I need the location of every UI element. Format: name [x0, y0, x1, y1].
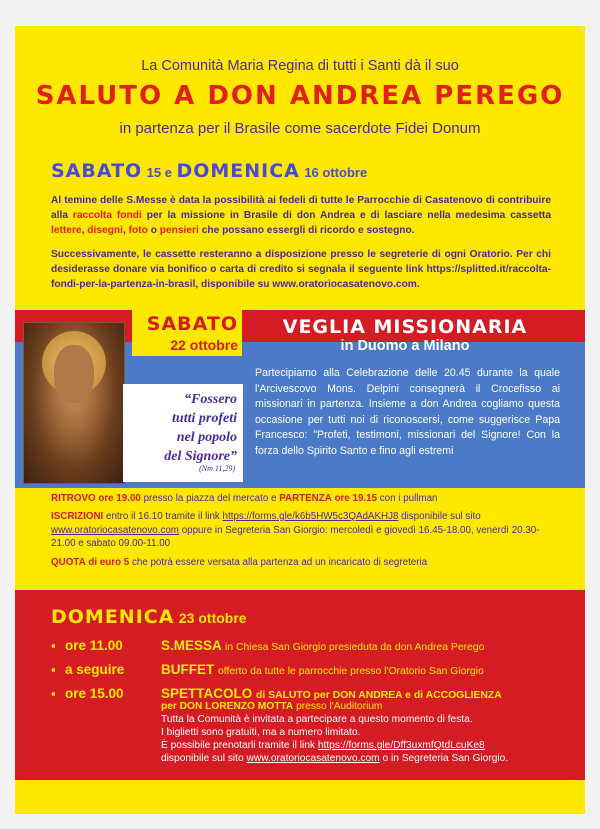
ritrovo-time: ore 19.00 [98, 493, 141, 504]
row-event: SPETTACOLO [161, 686, 253, 701]
prenotazione-link[interactable]: https://forms.gle/Dff3uxmfQtdLcuKe8 [317, 740, 485, 751]
quote-line-1: “Fossero [184, 392, 237, 407]
oratorio-site-link[interactable]: www.oratoriocasatenovo.com [51, 524, 179, 536]
flyer-page [15, 26, 585, 814]
spettacolo-guest: per DON LORENZO MOTTA [161, 701, 294, 712]
sabato-box [132, 310, 242, 356]
row-desc: in Chiesa San Giorgio presieduta da don Andrea Perego [225, 642, 485, 653]
sabato-label: SABATO [51, 160, 143, 182]
row-event: BUFFET [161, 662, 215, 677]
iscrizioni-block [51, 510, 561, 551]
iscrizioni-text-c: oppure in Segreteria San Giorgio: mercoledì e giovedì 16.45-18.00, venerdì 20.30-21.00 e sabato 09.00-11.00 [51, 524, 540, 549]
header-intro: La Comunità Maria Regina di tutti i Santi dà il suo [141, 58, 459, 74]
domenica-date [51, 606, 247, 628]
p1-foto: foto [128, 225, 148, 236]
spettacolo-venue: presso l'Auditorium [296, 701, 383, 712]
domenica-day: 23 ottobre [178, 610, 247, 626]
footer-yellow-band [15, 780, 585, 814]
face-shape [54, 345, 94, 403]
p1-lettere: lettere [51, 225, 82, 236]
ritrovo-label: RITROVO [51, 493, 96, 504]
bullet-icon: ▪ [51, 638, 56, 653]
partenza-text: con i pullman [379, 493, 438, 504]
partenza-time: ore 19.15 [334, 493, 378, 504]
p1-text-b: per la missione in Brasile di don Andrea e di lasciare nella medesima cassetta [146, 210, 551, 221]
header-subtitle: in partenza per il Brasile come sacerdote Fidei Donum [119, 120, 481, 137]
row-desc: di SALUTO per DON ANDREA e di ACCOGLIENZA [256, 690, 502, 701]
quote-line-3: nel popolo [176, 430, 237, 445]
quota-label: QUOTA [51, 557, 86, 568]
page-title: SALUTO A DON ANDREA PEREGO [35, 81, 565, 111]
spettacolo-line-1: Tutta la Comunità è invitata a partecipare a questo momento di festa. [161, 714, 473, 725]
p1-comma-1: , [81, 225, 85, 236]
quota-amount: di euro 5 [88, 557, 130, 568]
iscrizioni-label: ISCRIZIONI [51, 511, 104, 522]
p1-text-a: Al temine delle S.Messe è data la possibilità ai fedeli di tutte le Parrocchie di Casatenovo di contribuire alla [51, 195, 551, 221]
oratorio-site-link-2[interactable]: www.oratoriocasatenovo.com [246, 753, 380, 764]
domenica-label-2: DOMENICA [51, 606, 175, 628]
christ-mosaic-image [23, 322, 125, 484]
p1-comma-2: , [122, 225, 126, 236]
p1-disegni: disegni [87, 225, 123, 236]
row-event: S.MESSA [161, 638, 222, 653]
p1-text-f: che possano essergli di ricordo e sostegno. [201, 225, 415, 236]
quote-reference: (Nm 11,29) [199, 464, 235, 473]
ritrovo-text: presso la piazza del mercato e [143, 493, 277, 504]
spettacolo-details [161, 700, 561, 765]
weekend-date [51, 160, 367, 182]
bullet-icon: ▪ [51, 686, 56, 701]
p1-pensieri: pensieri [159, 225, 199, 236]
spettacolo-line-4b: o in Segreteria San Giorgio. [382, 753, 509, 764]
veglia-sabato: SABATO [146, 313, 238, 335]
iscrizioni-text-a: entro il 16.10 tramite il link [106, 511, 220, 522]
raccolta-paragraph [51, 193, 551, 238]
veglia-title: VEGLIA MISSIONARIA [282, 316, 528, 338]
iscrizioni-text-b: disponibile sul sito [401, 511, 481, 522]
partenza-label: PARTENZA [279, 493, 332, 504]
bible-quote [123, 390, 237, 466]
veglia-subtitle: in Duomo a Milano [340, 338, 470, 354]
spettacolo-line-2: I biglietti sono gratuiti, ma a numero limitato. [161, 727, 361, 738]
domenica-label: DOMENICA [176, 160, 300, 182]
p1-o: o [150, 225, 157, 236]
quota-line [51, 556, 561, 570]
row-desc: offerto da tutte le parrocchie presso l'Oratorio San Giorgio [218, 666, 484, 677]
row-time: a seguire [65, 662, 125, 677]
row-time: ore 11.00 [65, 638, 123, 653]
spettacolo-line-4: disponibile sul sito [161, 753, 244, 764]
quote-line-4: del Signore” [164, 449, 237, 464]
day-15: 15 e [146, 165, 172, 180]
veglia-date: 22 ottobre [170, 337, 238, 353]
row-time: ore 15.00 [65, 686, 124, 701]
quota-text: che potrà essere versata alla partenza ad un incaricato di segreteria [131, 557, 428, 568]
day-16: 16 ottobre [304, 165, 368, 180]
ritrovo-line [51, 492, 561, 506]
quote-box [123, 384, 243, 482]
p1-raccolta: raccolta fondi [72, 210, 142, 221]
veglia-description: Partecipiamo alla Celebrazione delle 20.45 durante la quale l'Arcivescovo Mons. Delpini consegnerà il Crocefisso ai missionari in partenza. Insieme a don Andrea cogliamo questa occasione per tutti noi di riconoscersi, come suggerisce Papa Francesco: "Profeti, testimoni, missionari del Signore! Con la forza dello Spirito Santo e fino agli estremi [255, 367, 560, 457]
iscrizioni-link[interactable]: https://forms.gle/k6b5HW5c3QAdAKHJ8 [222, 511, 399, 522]
bullet-icon: ▪ [51, 662, 56, 677]
spettacolo-line-3: È possibile prenotarli tramite il link [161, 740, 316, 751]
donation-paragraph: Successivamente, le cassette resteranno a disposizione presso le segreterie di ogni Oratorio. Per chi desiderasse donare via bonifico o carta di credito si segnala il seguente link https://splitted.it/raccolta-fondi-per-la-partenza-in-brasil, disponibile su www.oratoriocasatenovo.com. [51, 249, 551, 290]
quote-line-2: tutti profeti [172, 411, 237, 426]
